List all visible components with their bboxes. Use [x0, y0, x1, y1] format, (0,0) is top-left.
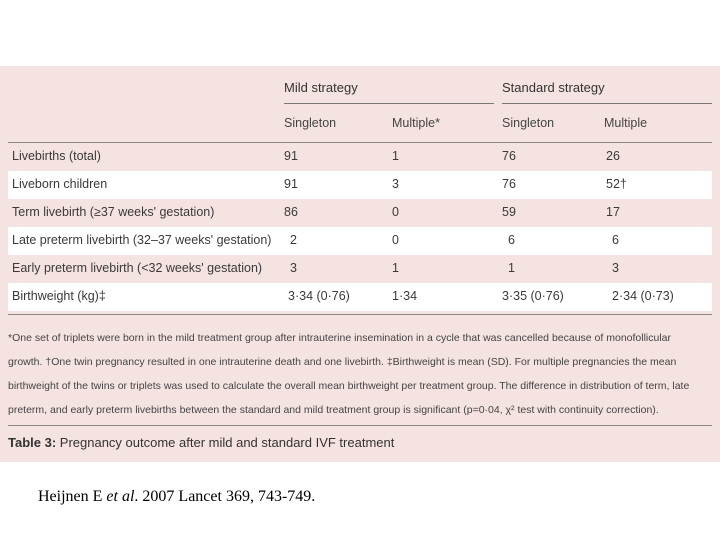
table-row	[8, 255, 712, 283]
subhead-standard-multiple: Multiple	[604, 116, 648, 130]
table-bottom-rule	[8, 314, 712, 315]
cell: 26	[606, 149, 620, 163]
subhead-standard-singleton: Singleton	[502, 116, 555, 130]
group-underline-mild	[284, 103, 494, 104]
cell: 91	[284, 177, 298, 191]
subhead-mild-singleton: Singleton	[284, 116, 337, 130]
row-label: Livebirths (total)	[12, 149, 101, 163]
cell: 1	[392, 149, 399, 163]
row-label: Term livebirth (≥37 weeks' gestation)	[12, 205, 215, 219]
citation-author: Heijnen E	[38, 488, 107, 505]
table-row	[8, 143, 712, 171]
table-caption	[8, 435, 394, 450]
cell: 91	[284, 149, 298, 163]
cell: 76	[502, 149, 516, 163]
cell: 2·34 (0·73)	[612, 289, 674, 303]
cell: 2	[290, 233, 297, 247]
caption-label: Table 3:	[8, 435, 57, 450]
cell: 1	[508, 261, 515, 275]
group-standard-strategy: Standard strategy	[502, 80, 605, 95]
caption-rule	[8, 425, 712, 426]
group-underline-standard	[502, 103, 712, 104]
citation	[38, 488, 315, 506]
cell: 3·35 (0·76)	[502, 289, 564, 303]
cell: 52†	[606, 177, 627, 191]
table-footnote: *One set of triplets were born in the mild treatment group after intrauterine insemination in a cycle that was cancelled because of monofollicular growth. †One twin pregnancy resulted in one intrauterine death and one livebirth. ‡Birthweight is mean (SD). For multiple pregnancies the mean birthweight of the twins or triplets was used to calculate the overall mean birthweight per treatment group. The difference in distribution of term, late preterm, and early preterm livebirths between the standard and mild treatment group is significant (p=0·04, χ² test with continuity correction).	[8, 332, 690, 416]
cell: 86	[284, 205, 298, 219]
table-row	[8, 199, 712, 227]
cell: 17	[606, 205, 620, 219]
cell: 3	[290, 261, 297, 275]
table-panel	[0, 66, 720, 462]
table-row	[8, 171, 712, 199]
cell: 3	[392, 177, 399, 191]
citation-etal: et al	[106, 488, 135, 505]
row-label: Early preterm livebirth (<32 weeks' gestation)	[12, 261, 263, 275]
row-label: Birthweight (kg)‡	[12, 289, 106, 303]
cell: 1	[392, 261, 399, 275]
cell: 1·34	[392, 289, 418, 303]
cell: 0	[392, 233, 399, 247]
table-row	[8, 227, 712, 255]
group-mild-strategy: Mild strategy	[284, 80, 358, 95]
cell: 0	[392, 205, 399, 219]
citation-rest: . 2007 Lancet 369, 743-749.	[134, 488, 316, 505]
cell: 6	[612, 233, 619, 247]
cell: 3	[612, 261, 619, 275]
caption-text: Pregnancy outcome after mild and standard IVF treatment	[56, 435, 395, 450]
cell: 6	[508, 233, 515, 247]
cell: 76	[502, 177, 516, 191]
row-label: Liveborn children	[12, 177, 108, 191]
cell: 59	[502, 205, 516, 219]
row-label: Late preterm livebirth (32–37 weeks' gestation)	[12, 233, 272, 247]
subhead-mild-multiple: Multiple*	[392, 116, 440, 130]
cell: 3·34 (0·76)	[288, 289, 350, 303]
table-row	[8, 283, 712, 311]
